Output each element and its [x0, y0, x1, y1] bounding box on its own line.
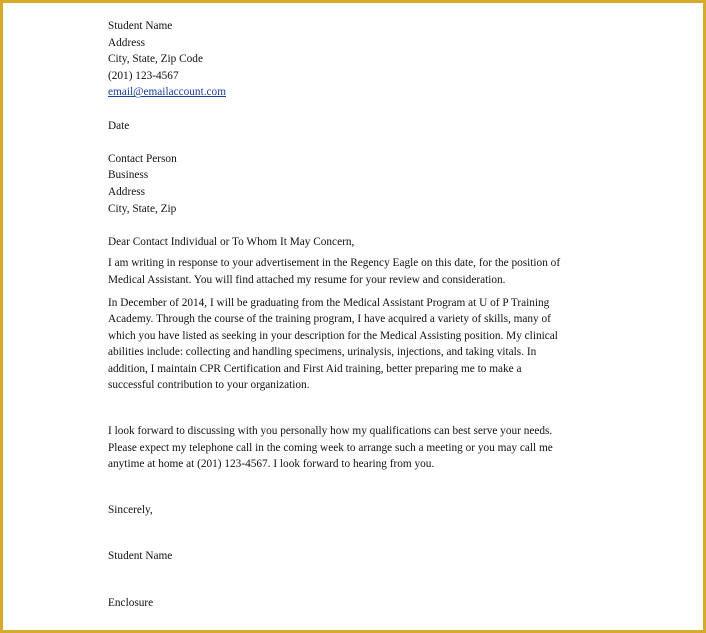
sender-city-state-zip: City, State, Zip Code: [108, 53, 203, 66]
recipient-city-state-zip: City, State, Zip: [108, 202, 177, 215]
paragraph-1: [108, 255, 608, 288]
paragraph-line: Medical Assistant. You will find attached my resume for your review and consideration.: [108, 273, 506, 286]
paragraph-line: In December of 2014, I will be graduating from the Medical Assistant Program at U of P Training: [108, 296, 550, 309]
sender-block: [108, 18, 608, 101]
paragraph-line: I am writing in response to your advertisement in the Regency Eagle on this date, for the position of: [108, 257, 561, 270]
paragraph-line: successful contribution to your organization.: [108, 379, 310, 392]
paragraph-2: [108, 295, 608, 395]
letter-date: Date: [108, 119, 130, 132]
sender-phone: (201) 123-4567: [108, 69, 179, 82]
closing: Sincerely,: [108, 503, 153, 516]
recipient-business: Business: [108, 169, 149, 182]
paragraph-line: which you have listed as seeking in your description for the Medical Assisting position. My clinical: [108, 329, 558, 342]
signature: Student Name: [108, 550, 173, 563]
paragraph-line: Academy. Through the course of the training program, I have acquired a variety of skills, many of: [108, 313, 551, 326]
recipient-address: Address: [108, 185, 146, 198]
recipient-block: [108, 151, 608, 217]
cover-letter: [108, 18, 608, 612]
enclosure: Enclosure: [108, 597, 154, 610]
salutation: Dear Contact Individual or To Whom It May Concern,: [108, 235, 355, 248]
sender-email-link[interactable]: email@emailaccount.com: [108, 86, 226, 99]
paragraph-line: abilities include: collecting and handling specimens, urinalysis, injections, and taking vitals. In: [108, 346, 537, 359]
sender-address: Address: [108, 36, 146, 49]
paragraph-line: anytime at home at (201) 123-4567. I look forward to hearing from you.: [108, 458, 435, 471]
paragraph-line: addition, I maintain CPR Certification and First Aid training, better preparing me to make a: [108, 362, 522, 375]
paragraph-line: Please expect my telephone call in the coming week to arrange such a meeting or you may call me: [108, 441, 553, 454]
paragraph-3: [108, 423, 608, 473]
paragraph-line: I look forward to discussing with you personally how my qualifications can best serve your needs.: [108, 425, 553, 438]
recipient-contact: Contact Person: [108, 152, 177, 165]
sender-name: Student Name: [108, 20, 173, 32]
